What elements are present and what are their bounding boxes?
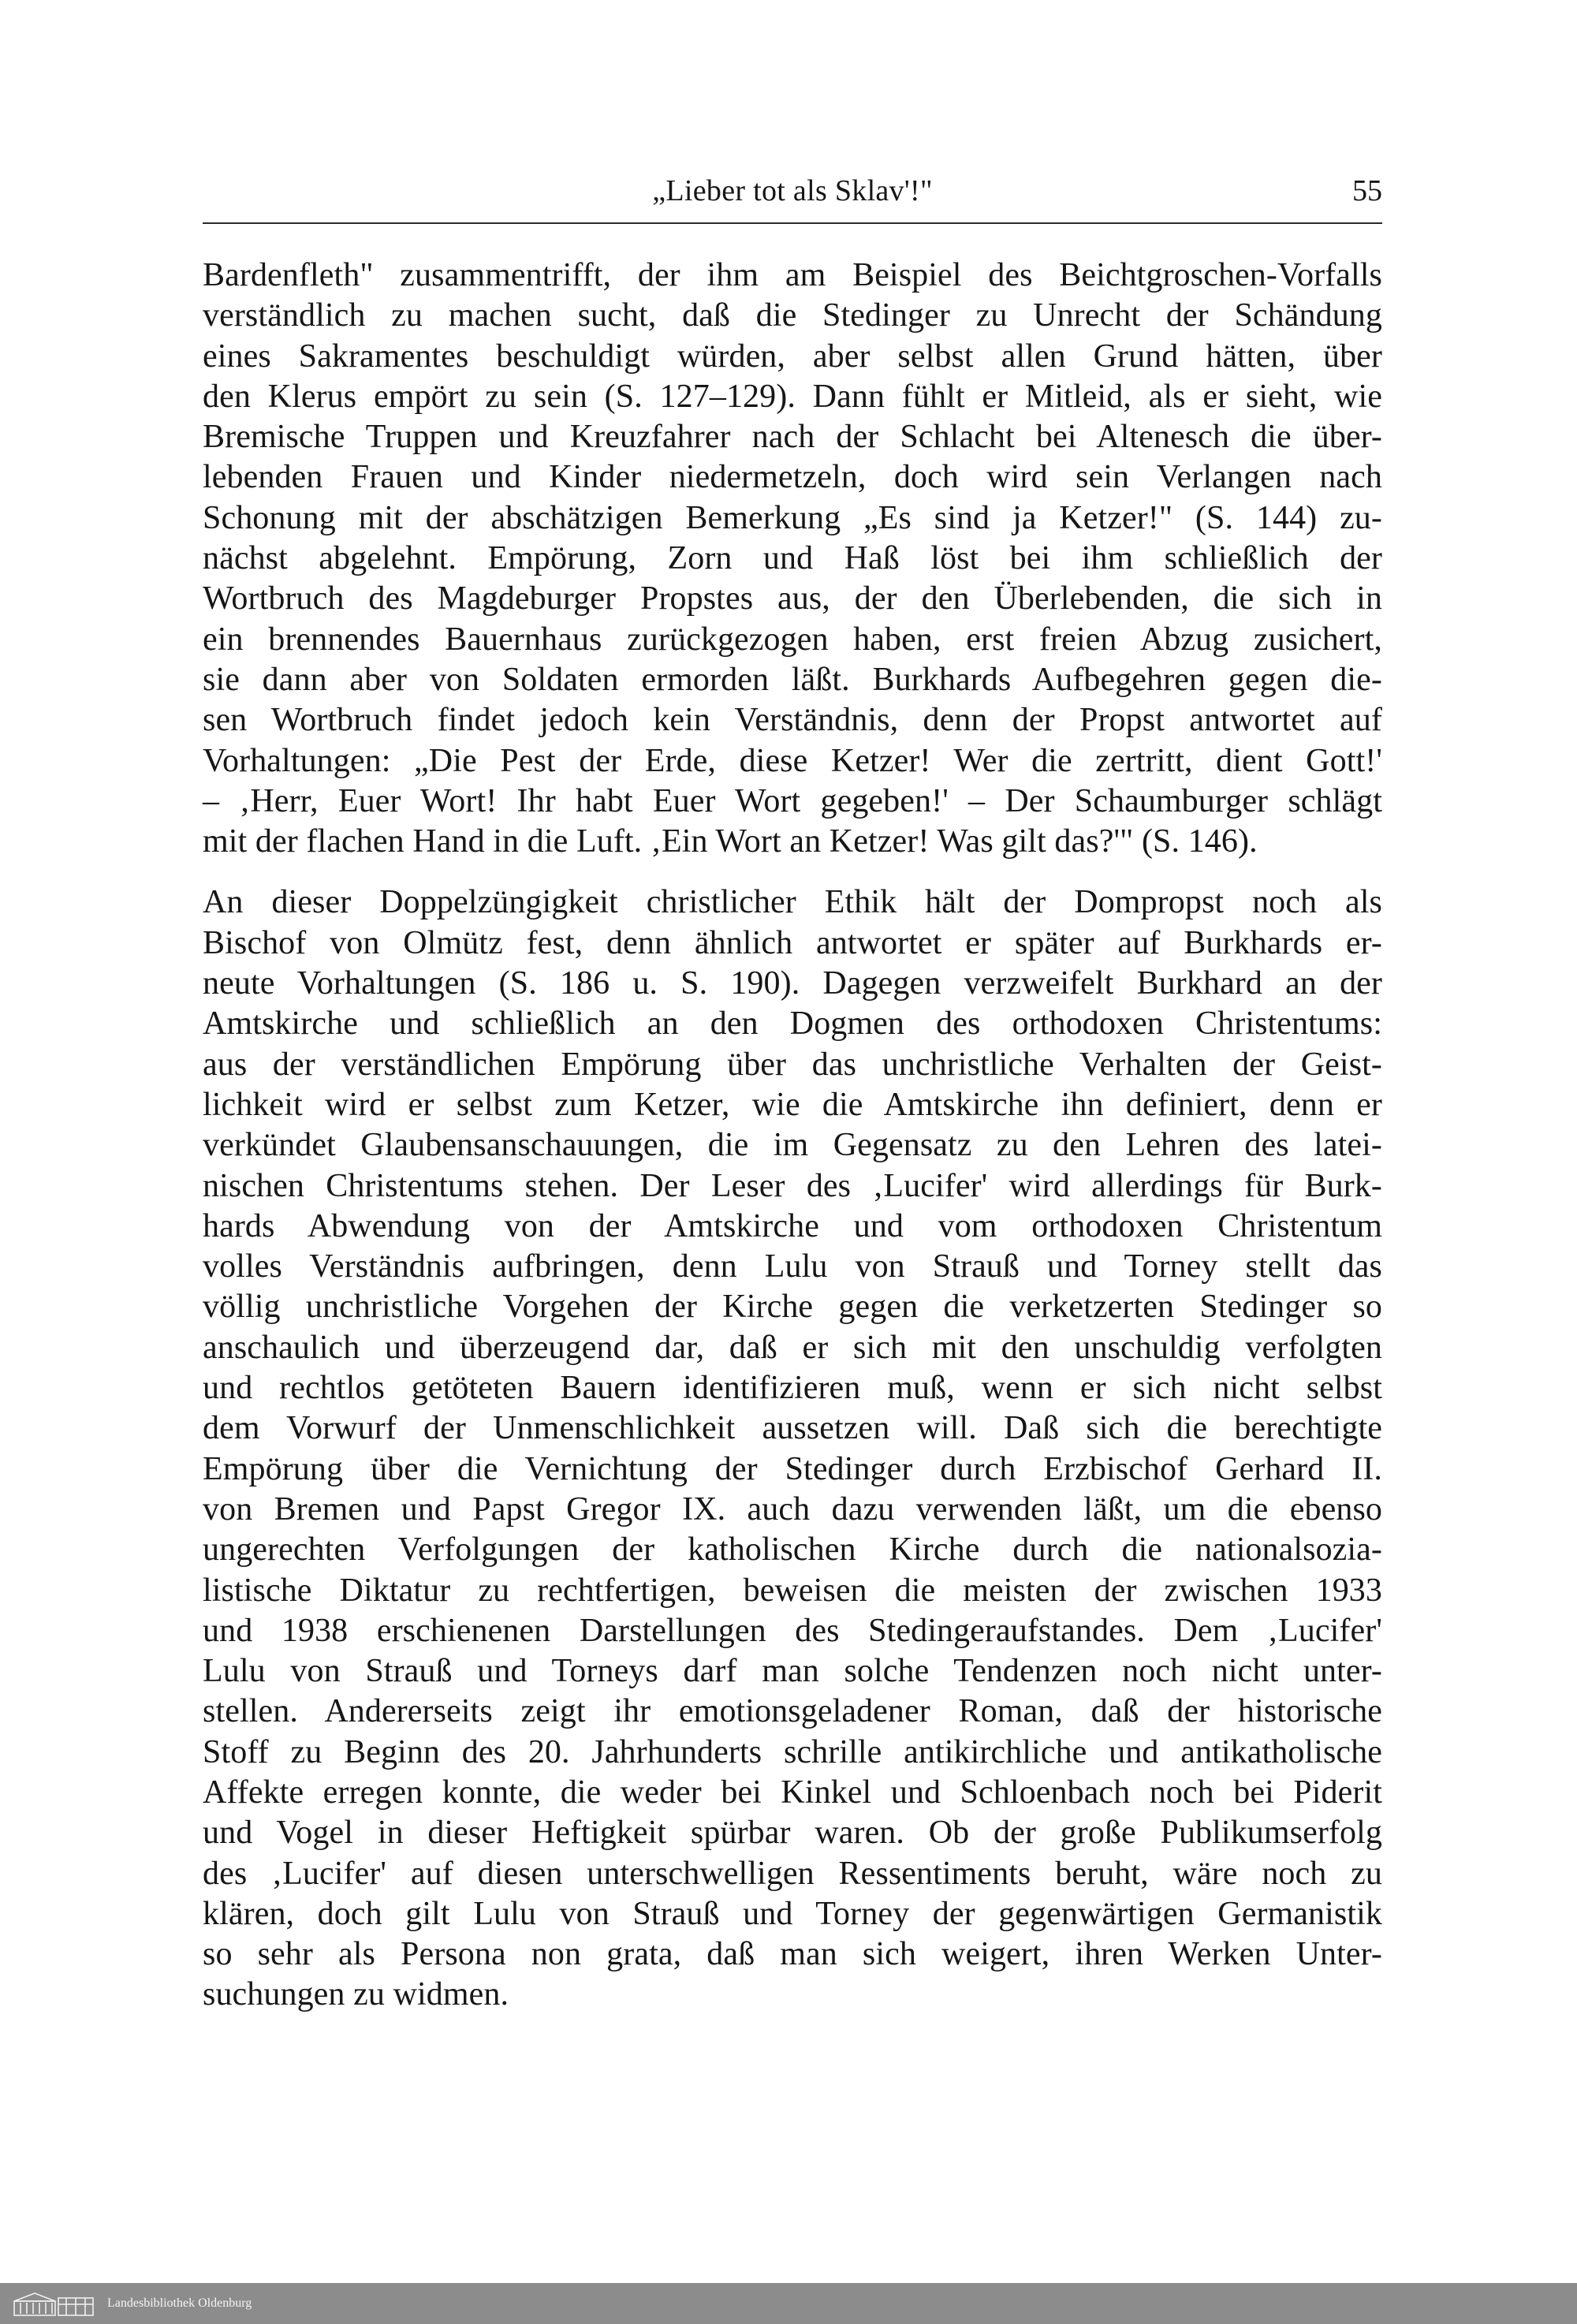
text-line: eines Sakramentes beschuldigt würden, aber selbst allen Grund hätten, über: [203, 338, 1382, 375]
text-line: Wortbruch des Magdeburger Propstes aus, der den Überlebenden, die sich in: [203, 580, 1382, 617]
text-line: Amtskirche und schließlich an den Dogmen des orthodoxen Christentums:: [203, 1005, 1382, 1043]
text-line: Empörung über die Vernichtung der Stedinger durch Erzbischof Gerhard II.: [203, 1450, 1382, 1487]
page-number: 55: [1352, 174, 1382, 207]
text-line: des ‚Lucifer' auf diesen unterschwelligen Ressentiments beruht, wäre noch zu: [203, 1855, 1382, 1892]
text-line: lebenden Frauen und Kinder niedermetzeln, doch wird sein Verlangen nach: [203, 459, 1382, 496]
text-line: volles Verständnis aufbringen, denn Lulu von Strauß und Torney stellt das: [203, 1248, 1382, 1285]
text-line: stellen. Andererseits zeigt ihr emotionsgeladener Roman, daß der historische: [203, 1693, 1382, 1730]
text-line: Stoff zu Beginn des 20. Jahrhunderts schrille antikirchliche und antikatholische: [203, 1733, 1382, 1770]
text-line: neute Vorhaltungen (S. 186 u. S. 190). Dagegen verzweifelt Burkhard an der: [203, 965, 1382, 1002]
body-text: [203, 256, 1382, 2016]
library-building-icon: [11, 2290, 98, 2318]
text-line: so sehr als Persona non grata, daß man sich weigert, ihren Werken Unter-: [203, 1936, 1382, 1973]
paragraph-gap: [203, 862, 1382, 882]
text-line: und Vogel in dieser Heftigkeit spürbar waren. Ob der große Publikumserfolg: [203, 1815, 1382, 1852]
text-line: Bremische Truppen und Kreuzfahrer nach der Schlacht bei Altenesch die über-: [203, 419, 1382, 456]
text-line: listische Diktatur zu rechtfertigen, beweisen die meisten der zwischen 1933: [203, 1572, 1382, 1609]
running-title: „Lieber tot als Sklav'!": [652, 174, 933, 207]
text-line: verständlich zu machen sucht, daß die Stedinger zu Unrecht der Schändung: [203, 297, 1382, 334]
text-line: klären, doch gilt Lulu von Strauß und Torney der gegenwärtigen Germanistik: [203, 1895, 1382, 1932]
library-name: Landesbibliothek Oldenburg: [107, 2296, 252, 2310]
paragraph: [203, 256, 1382, 862]
paragraph: [203, 882, 1382, 2015]
text-line: anschaulich und überzeugend dar, daß er sich mit den unschuldig verfolgten: [203, 1329, 1382, 1366]
text-line: aus der verständlichen Empörung über das unchristliche Verhalten der Geist-: [203, 1046, 1382, 1083]
text-line: Bischof von Olmütz fest, denn ähnlich antwortet er später auf Burkhards er-: [203, 924, 1382, 961]
header-rule: [203, 222, 1382, 224]
text-line: sie dann aber von Soldaten ermorden läßt. Burkhards Aufbegehren gegen die-: [203, 661, 1382, 698]
text-line: Bardenfleth" zusammentrifft, der ihm am Beispiel des Beichtgroschen-Vorfalls: [203, 257, 1382, 293]
text-line: den Klerus empört zu sein (S. 127–129). Dann fühlt er Mitleid, als er sieht, wie: [203, 378, 1382, 415]
text-line: – ‚Herr, Euer Wort! Ihr habt Euer Wort gegeben!' – Der Schaumburger schlägt: [203, 782, 1382, 819]
text-line: dem Vorwurf der Unmenschlichkeit aussetzen will. Daß sich die berechtigte: [203, 1410, 1382, 1447]
text-line: Vorhaltungen: „Die Pest der Erde, diese Ketzer! Wer die zertritt, dient Gott!': [203, 742, 1382, 779]
text-line: völlig unchristliche Vorgehen der Kirche gegen die verketzerten Stedinger so: [203, 1289, 1382, 1326]
text-line: ein brennendes Bauernhaus zurückgezogen haben, erst freien Abzug zusichert,: [203, 621, 1382, 658]
text-line: nächst abgelehnt. Empörung, Zorn und Haß löst bei ihm schließlich der: [203, 540, 1382, 577]
footer-bar: [0, 2283, 1577, 2324]
text-line: Affekte erregen konnte, die weder bei Kinkel und Schloenbach noch bei Piderit: [203, 1774, 1382, 1811]
text-line: Schonung mit der abschätzigen Bemerkung „Es sind ja Ketzer!" (S. 144) zu-: [203, 499, 1382, 536]
running-head: [203, 167, 1382, 214]
text-line: suchungen zu widmen.: [203, 1976, 509, 2013]
text-line: mit der flachen Hand in die Luft. ‚Ein Wort an Ketzer! Was gilt das?'" (S. 146).: [203, 823, 1258, 860]
text-line: Lulu von Strauß und Torneys darf man solche Tendenzen noch nicht unter-: [203, 1653, 1382, 1690]
text-line: hards Abwendung von der Amtskirche und vom orthodoxen Christentum: [203, 1207, 1382, 1244]
text-line: lichkeit wird er selbst zum Ketzer, wie die Amtskirche ihn definiert, denn er: [203, 1086, 1382, 1123]
text-line: sen Wortbruch findet jedoch kein Verständnis, denn der Propst antwortet auf: [203, 702, 1382, 739]
text-line: nischen Christentums stehen. Der Leser des ‚Lucifer' wird allerdings für Burk-: [203, 1167, 1382, 1204]
text-line: und rechtlos getöteten Bauern identifizieren muß, wenn er sich nicht selbst: [203, 1370, 1382, 1407]
text-line: und 1938 erschienenen Darstellungen des Stedingeraufstandes. Dem ‚Lucifer': [203, 1612, 1382, 1649]
text-line: von Bremen und Papst Gregor IX. auch dazu verwenden läßt, um die ebenso: [203, 1490, 1382, 1528]
text-line: An dieser Doppelzüngigkeit christlicher Ethik hält der Dompropst noch als: [203, 884, 1382, 921]
text-line: verkündet Glaubensanschauungen, die im Gegensatz zu den Lehren des latei-: [203, 1127, 1382, 1164]
text-line: ungerechten Verfolgungen der katholischen Kirche durch die nationalsozia-: [203, 1531, 1382, 1569]
